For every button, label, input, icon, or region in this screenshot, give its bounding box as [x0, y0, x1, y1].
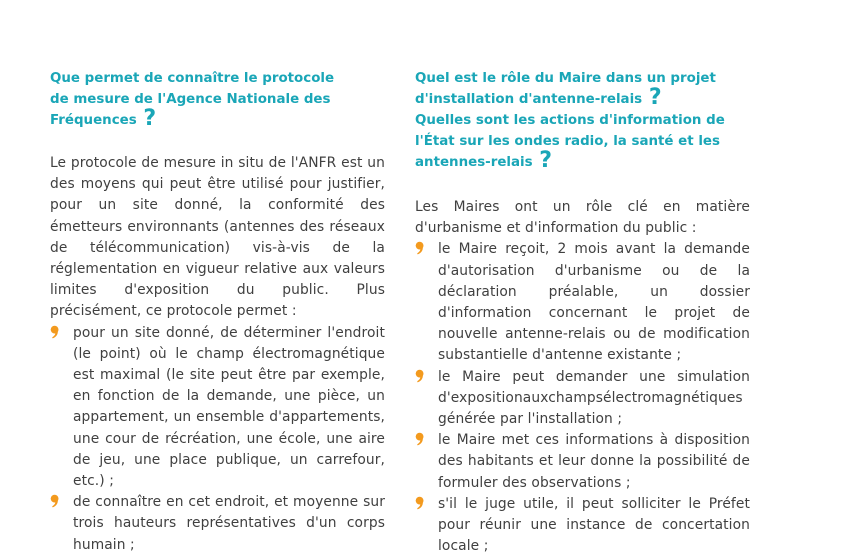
left-bullet-1-text: pour un site donné, de déterminer l'endroit (le point) où le champ électromagnétique est maximal (le site peut être par exemple, en fonction de la demande, une pièce, un appartement, un ensemble d'appartements, une cour de récréation, une école, une aire de jeu, une place publique, un carrefour, etc.) ; [73, 324, 385, 490]
right-bullet-list [415, 239, 750, 557]
right-bullet-2-text: le Maire peut demander une simulation d'expositionauxchampsélectromagnétiques générée par l'installation ; [438, 368, 750, 428]
right-column [415, 68, 750, 557]
comma-bullet-icon [415, 432, 425, 446]
list-item [50, 323, 385, 493]
right-heading-line-3: Quelles sont les actions d'information de [415, 113, 725, 128]
left-bullet-list [50, 323, 385, 556]
left-intro-paragraph: Le protocole de mesure in situ de l'ANFR est un des moyens qui peut être utilisé pour justifier, pour un site donné, la conformité des émetteurs environnants (antennes des réseaux de télécommunication) vis-à-vis de la réglementation en vigueur relative aux valeurs limites d'exposition du public. Plus précisément, ce protocole permet : [50, 155, 385, 320]
left-column [50, 68, 385, 556]
list-item [50, 492, 385, 556]
question-mark-icon: ? [143, 106, 157, 131]
comma-bullet-icon [50, 325, 60, 339]
left-heading-line-1: Que permet de connaître le protocole [50, 71, 335, 86]
right-heading [415, 68, 750, 173]
left-heading [50, 68, 385, 131]
right-heading-line-2: d'installation d'antenne-relais [415, 92, 643, 107]
comma-bullet-icon [415, 496, 425, 510]
comma-bullet-icon [50, 494, 60, 508]
question-mark-icon: ? [648, 85, 662, 110]
left-bullet-2-text: de connaître en cet endroit, et moyenne sur trois hauteurs représentatives d'un corps humain ; [73, 494, 385, 553]
list-item [415, 239, 750, 366]
question-mark-icon: ? [539, 148, 553, 173]
list-item [415, 367, 750, 431]
right-heading-line-5: antennes-relais [415, 155, 533, 170]
comma-bullet-icon [415, 369, 425, 383]
comma-bullet-icon [415, 241, 425, 255]
right-bullet-3-text: le Maire met ces informations à disposition des habitants et leur donne la possibilité de formuler des observations ; [438, 432, 750, 491]
right-heading-line-4: l'État sur les ondes radio, la santé et les [415, 134, 720, 149]
right-bullet-4-text: s'il le juge utile, il peut solliciter le Préfet pour réunir une instance de concertation locale ; [438, 495, 750, 555]
left-heading-line-3: Fréquences [50, 113, 137, 128]
right-bullet-1-text: le Maire reçoit, 2 mois avant la demande d'autorisation d'urbanisme ou de la déclaration préalable, un dossier d'information concernant le projet de nouvelle antenne-relais ou de modification substantielle d'antenne existante ; [438, 241, 750, 364]
right-heading-line-1: Quel est le rôle du Maire dans un projet [415, 71, 716, 86]
list-item [415, 430, 750, 494]
list-item [415, 494, 750, 557]
right-intro-paragraph: Les Maires ont un rôle clé en matière d'urbanisme et d'information du public : [415, 199, 750, 237]
left-heading-line-2: de mesure de l'Agence Nationale des [50, 92, 331, 107]
